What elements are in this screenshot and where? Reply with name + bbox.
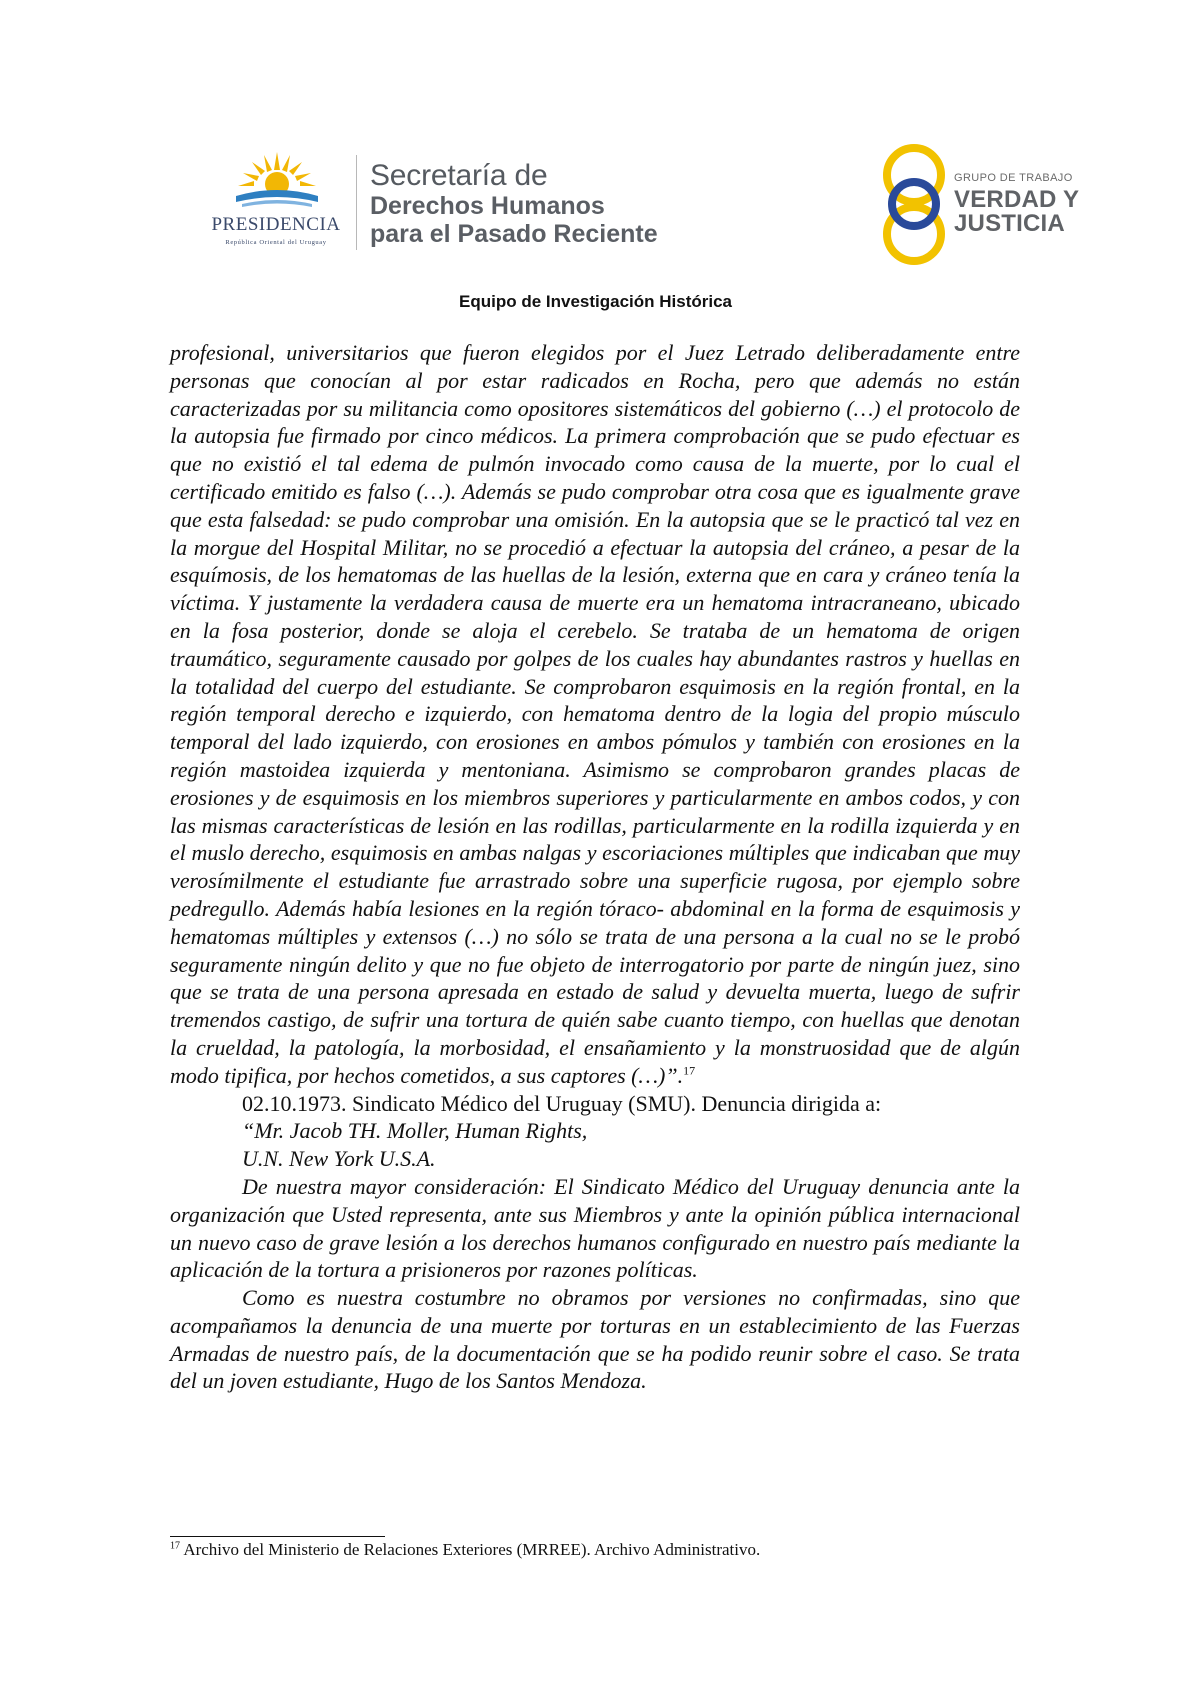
footnote-number: 17 — [170, 1540, 180, 1552]
document-body — [170, 339, 1020, 1395]
interlocking-rings-icon — [878, 142, 950, 267]
logo-divider — [356, 155, 357, 250]
justicia-label: JUSTICIA — [954, 210, 1065, 237]
denuncia-line: 02.10.1973. Sindicato Médico del Uruguay (SMU). Denuncia dirigida a: — [242, 1090, 882, 1116]
quote-paragraph — [170, 339, 1020, 1090]
footnote-text: Archivo del Ministerio de Relaciones Exteriores (MRREE). Archivo Administrativo. — [183, 1540, 761, 1559]
secretaria-line2: Derechos Humanos — [370, 192, 605, 220]
secretaria-line3: para el Pasado Reciente — [370, 220, 658, 248]
secretaria-logo-text — [370, 160, 658, 248]
addressee-line2: U.N. New York U.S.A. — [242, 1146, 436, 1172]
secretaria-line1: Secretaría de — [370, 159, 548, 192]
presidencia-subtitle: República Oriental del Uruguay — [225, 239, 327, 246]
team-title: Equipo de Investigación Histórica — [459, 292, 732, 311]
grupo-trabajo-label: GRUPO DE TRABAJO — [954, 172, 1073, 184]
sun-emblem-icon — [232, 150, 322, 216]
letter-paragraph-1: De nuestra mayor consideración: El Sindicato Médico del Uruguay denuncia ante la organización que Usted representa, ante sus Miembros y ante la opinión pública internacional un nuevo caso de grave lesión a los derechos humanos configurado en nuestro país mediante la aplicación de la tortura a prisioneros por razones políticas. — [170, 1173, 1020, 1283]
letter-paragraph-2: Como es nuestra costumbre no obramos por versiones no confirmadas, sino que acompañamos la denuncia de una muerte por torturas en un establecimiento de las Fuerzas Armadas de nuestro país, de la documentación que se ha podido reunir sobre el caso. Se trata del un joven estudiante, Hugo de los Santos Mendoza. — [170, 1285, 1020, 1394]
footnote — [170, 1540, 1020, 1560]
addressee-line1: “Mr. Jacob TH. Moller, Human Rights, — [242, 1118, 588, 1144]
presidencia-logo — [196, 150, 356, 260]
footnote-rule — [170, 1536, 385, 1537]
verdad-label: VERDAD Y — [954, 186, 1080, 213]
presidencia-name: PRESIDENCIA — [211, 214, 341, 235]
quote-paragraph-text: profesional, universitarios que fueron elegidos por el Juez Letrado deliberadamente entre personas que conocían al por estar radicados en Rocha, pero que además no están caracterizadas por su militancia como opositores sistemáticos del gobierno (…) el protocolo de la autopsia fue firmado por cinco médicos. La primera comprobación que se pudo efectuar es que no existió el tal edema de pulmón invocado como causa de la muerte, por lo cual el certificado emitido es falso (…). Además se pudo comprobar otra cosa que es igualmente grave que esta falsedad: se pudo comprobar una omisión. En la autopsia que se le practicó tal vez en la morgue del Hospital Militar, no se procedió a efectuar la autopsia del cráneo, a pesar de la esquímosis, de los hematomas de las huellas de la lesión, externa que en cara y cráneo tenía la víctima. Y justamente la verdadera causa de muerte era un hematoma intracraneano, ubicado en la fosa posterior, donde se aloja el cerebelo. Se trataba de un hematoma de origen traumático, seguramente causado por golpes de los cuales hay abundantes rastros y huellas en la totalidad del cuerpo del estudiante. Se comprobaron esquimosis en la región frontal, en la región temporal derecho e izquierdo, con hematoma dentro de la logia del propio músculo temporal del lado izquierdo, con erosiones en ambos pómulos y también con erosiones en la región mastoidea izquierda y mentoniana. Asimismo se comprobaron grandes placas de erosiones y de esquimosis en los miembros superiores y particularmente en ambos codos, y con las mismas características de lesión en las rodillas, particularmente en la rodilla izquierda y en el muslo derecho, esquimosis en ambas nalgas y escoriaciones múltiples que indicaban que muy verosímilmente el estudiante fue arrastrado sobre una superficie rugosa, por ejemplo sobre pedregullo. Además había lesiones en la región tóraco- abdominal en la forma de esquimosis y hematomas múltiples y extensos (…) no sólo se trata de una persona a la cual no se le probó seguramente ningún delito y que no fue objeto de interrogatorio por parte de ningún juez, sino que se trata de una persona apresada en estado de salud y devuelta muerta, luego de sufrir tremendos castigo, de sufrir una tortura de quién sabe cuanto tiempo, con huellas que denotan la crueldad, la patología, la morbosidad, el ensañamiento y la monstruosidad que de algún modo tipifica, por hechos cometidos, a sus captores (…)”. — [170, 340, 1020, 1088]
verdad-justicia-logo — [878, 142, 1083, 267]
footnote-reference: 17 — [683, 1063, 696, 1078]
